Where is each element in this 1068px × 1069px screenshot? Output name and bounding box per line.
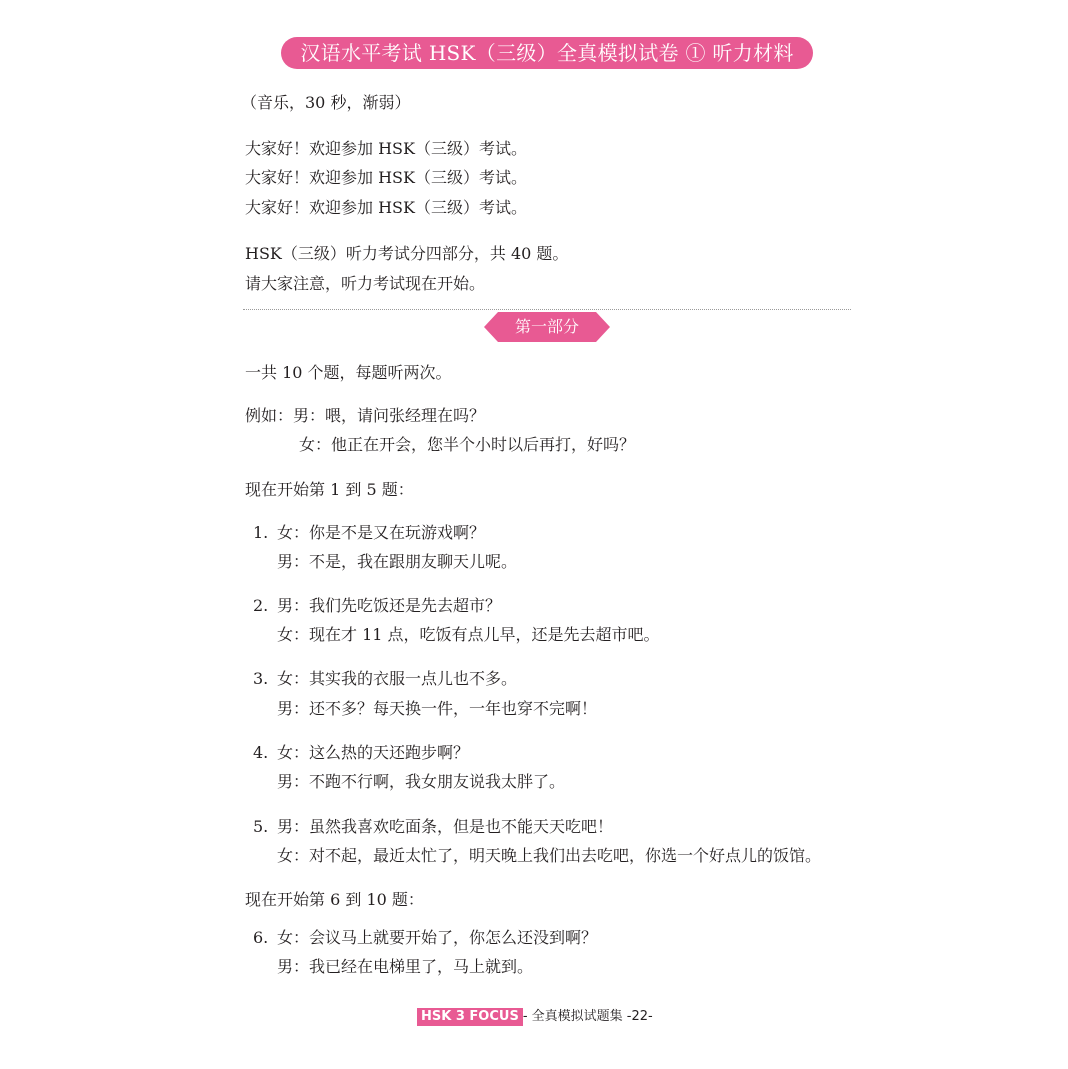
start-notice: 请大家注意，听力考试现在开始。 — [245, 274, 486, 293]
example-row-1 — [245, 406, 485, 426]
example-prefix: 例如： — [245, 406, 294, 425]
question-number: 6. — [253, 928, 269, 947]
question-line: 女：你是不是又在玩游戏啊？ — [277, 523, 486, 542]
group-2-intro: 现在开始第 6 到 10 题： — [245, 890, 424, 909]
page-title: 汉语水平考试 HSK（三级）全真模拟试卷 ① 听力材料 — [281, 37, 813, 69]
question-number: 1. — [253, 523, 269, 542]
question-line: 男：我们先吃饭还是先去超市？ — [277, 596, 502, 615]
listening-overview: HSK（三级）听力考试分四部分，共 40 题。 — [245, 244, 569, 263]
question-line: 女：现在才 11 点，吃饭有点儿早，还是先去超市吧。 — [277, 625, 660, 644]
question-line: 女：这么热的天还跑步啊？ — [277, 743, 470, 762]
music-note: （音乐，30 秒，渐弱） — [241, 93, 411, 112]
question-line: 女：对不起，最近太忙了，明天晚上我们出去吃吧，你选一个好点儿的饭馆。 — [277, 846, 822, 865]
question-number: 3. — [253, 669, 269, 688]
section-badge — [484, 312, 610, 342]
question-line: 女：会议马上就要开始了，你怎么还没到啊？ — [277, 928, 598, 947]
footer-brand: HSK 3 FOCUS — [417, 1008, 523, 1026]
question-number: 4. — [253, 743, 269, 762]
group-1-intro: 现在开始第 1 到 5 题： — [245, 480, 414, 499]
page-footer — [417, 1007, 653, 1025]
question-line: 男：不跑不行啊，我女朋友说我太胖了。 — [277, 772, 566, 791]
example-line-1: 男：喂，请问张经理在吗？ — [293, 406, 486, 425]
section-label: 第一部分 — [514, 317, 579, 336]
section-instruction: 一共 10 个题，每题听两次。 — [245, 363, 452, 382]
example-line-2: 女：他正在开会，您半个小时以后再打，好吗？ — [299, 435, 636, 454]
question-line: 男：虽然我喜欢吃面条，但是也不能天天吃吧！ — [277, 817, 614, 836]
question-line: 女：其实我的衣服一点儿也不多。 — [277, 669, 518, 688]
greeting-line-1: 大家好！欢迎参加 HSK（三级）考试。 — [245, 139, 527, 158]
question-line: 男：不是，我在跟朋友聊天儿呢。 — [277, 552, 518, 571]
greeting-line-2: 大家好！欢迎参加 HSK（三级）考试。 — [245, 168, 527, 187]
question-line: 男：我已经在电梯里了，马上就到。 — [277, 957, 534, 976]
question-number: 2. — [253, 596, 269, 615]
question-line: 男：还不多？每天换一件，一年也穿不完啊！ — [277, 699, 598, 718]
greeting-line-3: 大家好！欢迎参加 HSK（三级）考试。 — [245, 198, 527, 217]
question-number: 5. — [253, 817, 269, 836]
footer-page-info: - 全真模拟试题集 -22- — [522, 1009, 653, 1024]
section-divider — [243, 309, 851, 310]
